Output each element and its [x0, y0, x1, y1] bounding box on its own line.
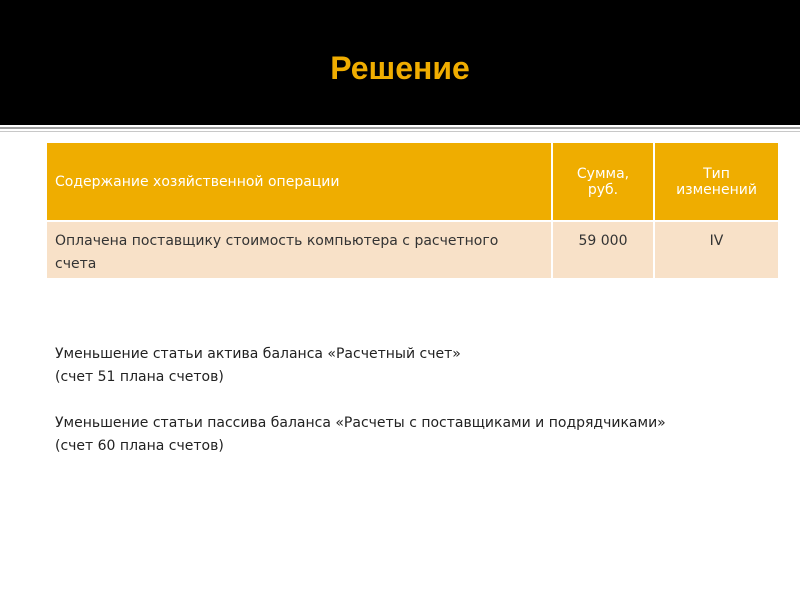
text-line: Уменьшение статьи пассива баланса «Расчеты с поставщиками и подрядчиками» [55, 415, 666, 431]
table-header-row [47, 143, 778, 221]
text-line: Уменьшение статьи актива баланса «Расчетный счет» [55, 346, 461, 362]
text-line: (счет 51 плана счетов) [55, 369, 224, 385]
text-line: (счет 60 плана счетов) [55, 438, 224, 454]
table-row [47, 221, 778, 278]
header-type: Тип изменений [676, 165, 757, 198]
slide-title: Решение [330, 50, 470, 86]
cell-amount: 59 000 [552, 221, 654, 278]
cell-type: IV [709, 233, 724, 249]
divider [0, 127, 800, 129]
asset-decrease-text [55, 343, 666, 389]
cell-operation: Оплачена поставщику стоимость компьютера с расчетного счета [47, 221, 552, 278]
header-amount: Сумма, руб. [552, 143, 654, 221]
divider [0, 131, 800, 132]
liability-decrease-text [55, 412, 666, 458]
header-operation: Содержание хозяйственной операции [47, 143, 552, 221]
operations-table [47, 143, 778, 278]
explanation [55, 343, 666, 481]
